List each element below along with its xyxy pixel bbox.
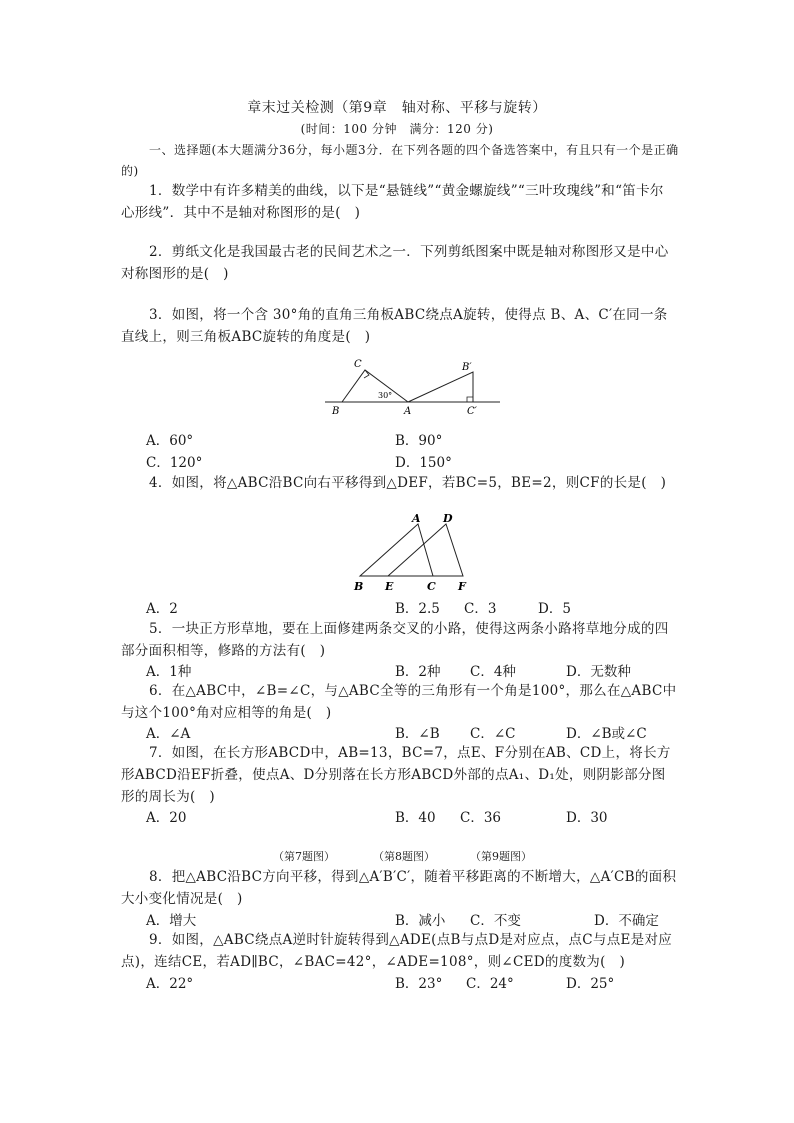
option-c[interactable]: C．24° xyxy=(466,976,514,992)
option-b[interactable]: B．2种 xyxy=(395,664,441,680)
label-b-prime: B′ xyxy=(462,362,472,373)
question-3-options-row-2 xyxy=(146,451,706,473)
option-b[interactable]: B．2.5 xyxy=(395,601,440,617)
option-a[interactable]: A．20 xyxy=(146,810,187,826)
option-d[interactable]: D．30 xyxy=(566,810,608,826)
option-a[interactable]: A．∠A xyxy=(146,726,191,742)
option-b[interactable]: B．90° xyxy=(395,433,443,449)
question-3-options-row-1 xyxy=(146,429,706,451)
question-4-figure xyxy=(345,512,475,596)
question-8-options xyxy=(146,909,706,931)
question-7-options xyxy=(146,806,706,828)
label-a: A xyxy=(404,406,412,417)
option-a[interactable]: A．1种 xyxy=(146,664,192,680)
label-c: C xyxy=(427,580,436,593)
label-c: C xyxy=(354,359,362,370)
question-7: 7．如图，在长方形ABCD中，AB=13，BC=7，点E、F分别在AB、CD上，将长方形ABCD沿EF折叠，使点A、D分别落在长方形ABCD外部的点A₁、D₁处，则阴影部分图形的周长为( ) xyxy=(121,745,671,805)
document-subtitle: (时间：100 分钟 满分：120 分) xyxy=(300,122,494,136)
question-5: 5．一块正方形草地，要在上面修建两条交叉的小路，使得这两条小路将草地分成的四部分面积相等，修路的方法有( ) xyxy=(121,621,669,659)
question-6: 6．在△ABC中，∠B=∠C，与△ABC全等的三角形有一个角是100°，那么在△ABC中与这个100°角对应相等的角是( ) xyxy=(121,683,677,721)
caption-figure-7: （第7题图） xyxy=(273,850,335,863)
question-9: 9．如图，△ABC绕点A逆时针旋转得到△ADE(点B与点D是对应点，点C与点E是对应点)，连结CE，若AD∥BC，∠BAC=42°，∠ADE=108°，则∠CED的度数为( ) xyxy=(121,932,673,970)
label-f: F xyxy=(458,580,466,593)
label-b: B xyxy=(354,580,364,593)
option-a[interactable]: A．增大 xyxy=(146,913,197,929)
option-c[interactable]: C．4种 xyxy=(470,664,516,680)
question-4: 4．如图，将△ABC沿BC向右平移得到△DEF，若BC=5，BE=2，则CF的长是( ) xyxy=(149,475,667,491)
question-5-options xyxy=(146,660,706,682)
option-d[interactable]: D．5 xyxy=(538,601,571,617)
section-heading: 一、选择题(本大题满分36分，每小题3分．在下列各题的四个备选答案中，有且只有一个是正确的) xyxy=(121,143,679,178)
question-8: 8．把△ABC沿BC方向平移，得到△A′B′C′，随着平移距离的不断增大，△A′CB的面积大小变化情况是( ) xyxy=(121,869,677,907)
label-30-deg: 30° xyxy=(378,391,393,400)
question-9-options xyxy=(146,972,706,994)
option-c[interactable]: C．不变 xyxy=(470,913,521,929)
label-c-prime: C′ xyxy=(467,406,477,417)
caption-figure-8: （第8题图） xyxy=(373,850,435,863)
label-a: A xyxy=(412,512,421,525)
option-d[interactable]: D．25° xyxy=(566,976,615,992)
option-a[interactable]: A．2 xyxy=(146,601,178,617)
option-d[interactable]: D．∠B或∠C xyxy=(566,726,647,742)
label-b: B xyxy=(332,406,340,417)
question-3-figure xyxy=(320,356,505,418)
option-a[interactable]: A．60° xyxy=(146,433,194,449)
question-3: 3．如图，将一个含 30°角的直角三角板ABC绕点A旋转，使得点 B、A、C′在同一条直线上，则三角板ABC旋转的角度是( ) xyxy=(121,307,668,345)
option-c[interactable]: C．3 xyxy=(464,601,497,617)
option-c[interactable]: C．120° xyxy=(146,455,203,471)
caption-figure-9: （第9题图） xyxy=(470,850,532,863)
question-6-options xyxy=(146,722,706,744)
option-d[interactable]: D．无数种 xyxy=(566,664,631,680)
label-e: E xyxy=(385,580,394,593)
option-c[interactable]: C．36 xyxy=(460,810,502,826)
option-a[interactable]: A．22° xyxy=(146,976,194,992)
triangle-ab-prime-c-prime xyxy=(408,372,473,402)
option-c[interactable]: C．∠C xyxy=(470,726,516,742)
option-b[interactable]: B．40 xyxy=(395,810,436,826)
option-b[interactable]: B．23° xyxy=(395,976,443,992)
document-title: 章末过关检测（第9章 轴对称、平移与旋转） xyxy=(247,100,547,116)
question-2: 2．剪纸文化是我国最古老的民间艺术之一．下列剪纸图案中既是轴对称图形又是中心对称图形的是( ) xyxy=(121,244,669,282)
option-b[interactable]: B．∠B xyxy=(395,726,440,742)
option-d[interactable]: D．150° xyxy=(395,455,452,471)
question-1: 1．数学中有许多精美的曲线，以下是“悬链线”“黄金螺旋线”“三叶玫瑰线”和“笛卡尔心形线”．其中不是轴对称图形的是( ) xyxy=(121,183,664,221)
option-d[interactable]: D．不确定 xyxy=(594,913,659,929)
triangle-abc xyxy=(342,370,408,402)
label-d: D xyxy=(443,512,453,525)
question-4-options xyxy=(146,597,706,619)
option-b[interactable]: B．减小 xyxy=(395,913,446,929)
